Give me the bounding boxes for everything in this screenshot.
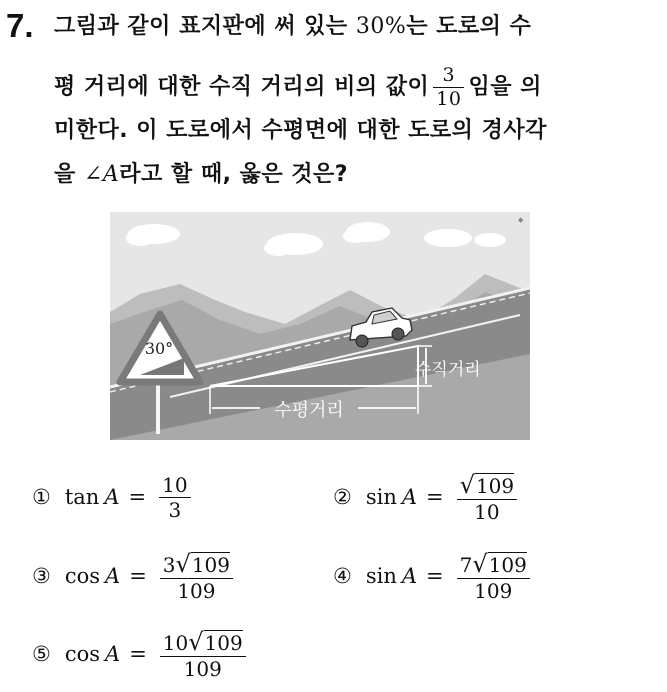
ratio-fraction [433,66,464,109]
fraction-denominator: 109 [160,578,233,601]
question-text: 임을 의 [468,74,542,100]
trig-function: cos [64,642,101,666]
equals-sign: = [129,642,147,666]
percent-value: 30% [355,14,407,39]
option-fraction [160,549,233,603]
fraction-numerator: 3 [442,64,456,86]
radicand: 109 [204,630,243,655]
fraction-denominator: 109 [457,578,530,601]
fraction-numerator [457,470,517,499]
option-fraction [160,627,246,681]
corner-mark: ◆ [518,216,524,224]
question-text: 을 [54,162,84,187]
angle-variable: A [401,485,418,509]
option-fraction [159,472,190,522]
vertical-distance-label: 수직거리 [415,360,481,380]
option-fraction [457,470,517,524]
angle-variable: A [105,564,121,588]
option-4[interactable] [333,546,534,606]
radical-sign: √ [472,549,488,578]
question-text: 그림과 같이 표지판에 써 있는 [54,14,356,39]
trig-function: sin [365,564,397,588]
angle-variable: A [401,564,418,588]
radicand: 109 [475,473,515,498]
fraction-denominator: 10 [433,87,464,109]
trig-function: tan [64,485,100,509]
fraction-denominator: 3 [159,497,190,520]
option-1[interactable] [32,467,195,527]
equals-sign: = [426,564,444,588]
road-figure [110,212,530,440]
option-marker: ⑤ [32,642,51,666]
sqrt-expression [175,549,231,578]
option-3[interactable] [32,546,237,606]
coefficient: 7 [459,552,473,577]
sqrt-expression [472,549,527,578]
option-marker: ① [32,485,51,509]
radicand: 109 [191,552,231,577]
option-marker: ④ [333,564,352,588]
angle-variable: A [104,485,120,509]
question-text: 는 도로의 수 [406,14,532,39]
question-line-3: 미한다. 이 도로에서 수평면에 대한 도로의 경사각 [54,118,547,143]
horizontal-distance-label: 수평거리 [274,400,344,421]
sqrt-expression [188,627,243,656]
coefficient: 3 [162,552,176,577]
question-text: 라고 할 때, 옳은 것은? [119,162,349,187]
radicand: 109 [488,552,527,577]
option-marker: ③ [32,564,51,588]
fraction-numerator: 10 [162,472,188,497]
equals-sign: = [129,564,147,588]
radical-sign: √ [188,627,204,656]
fraction-numerator [160,549,233,578]
option-5[interactable] [32,624,250,684]
option-2[interactable] [333,467,521,527]
angle-variable: A [105,642,121,666]
question-line-2 [54,66,542,109]
fraction-denominator: 10 [457,499,517,522]
sqrt-expression [459,470,515,499]
fraction-denominator: 109 [160,656,246,679]
fraction-numerator [457,549,530,578]
coefficient: 10 [162,630,189,655]
question-line-1 [54,12,531,42]
equals-sign: = [128,485,147,509]
option-fraction [457,549,530,603]
radical-sign: √ [459,470,475,499]
question-line-4 [54,160,348,190]
trig-function: cos [64,564,101,588]
option-marker: ② [333,485,352,509]
trig-function: sin [365,485,397,509]
sign-grade-text: 30° [144,339,174,358]
question-number: 7. [6,7,34,44]
radical-sign: √ [175,549,191,578]
equals-sign: = [426,485,444,509]
angle-symbol: ∠A [83,162,120,187]
fraction-numerator [160,627,246,656]
question-text: 평 거리에 대한 수직 거리의 비의 값이 [54,74,430,100]
